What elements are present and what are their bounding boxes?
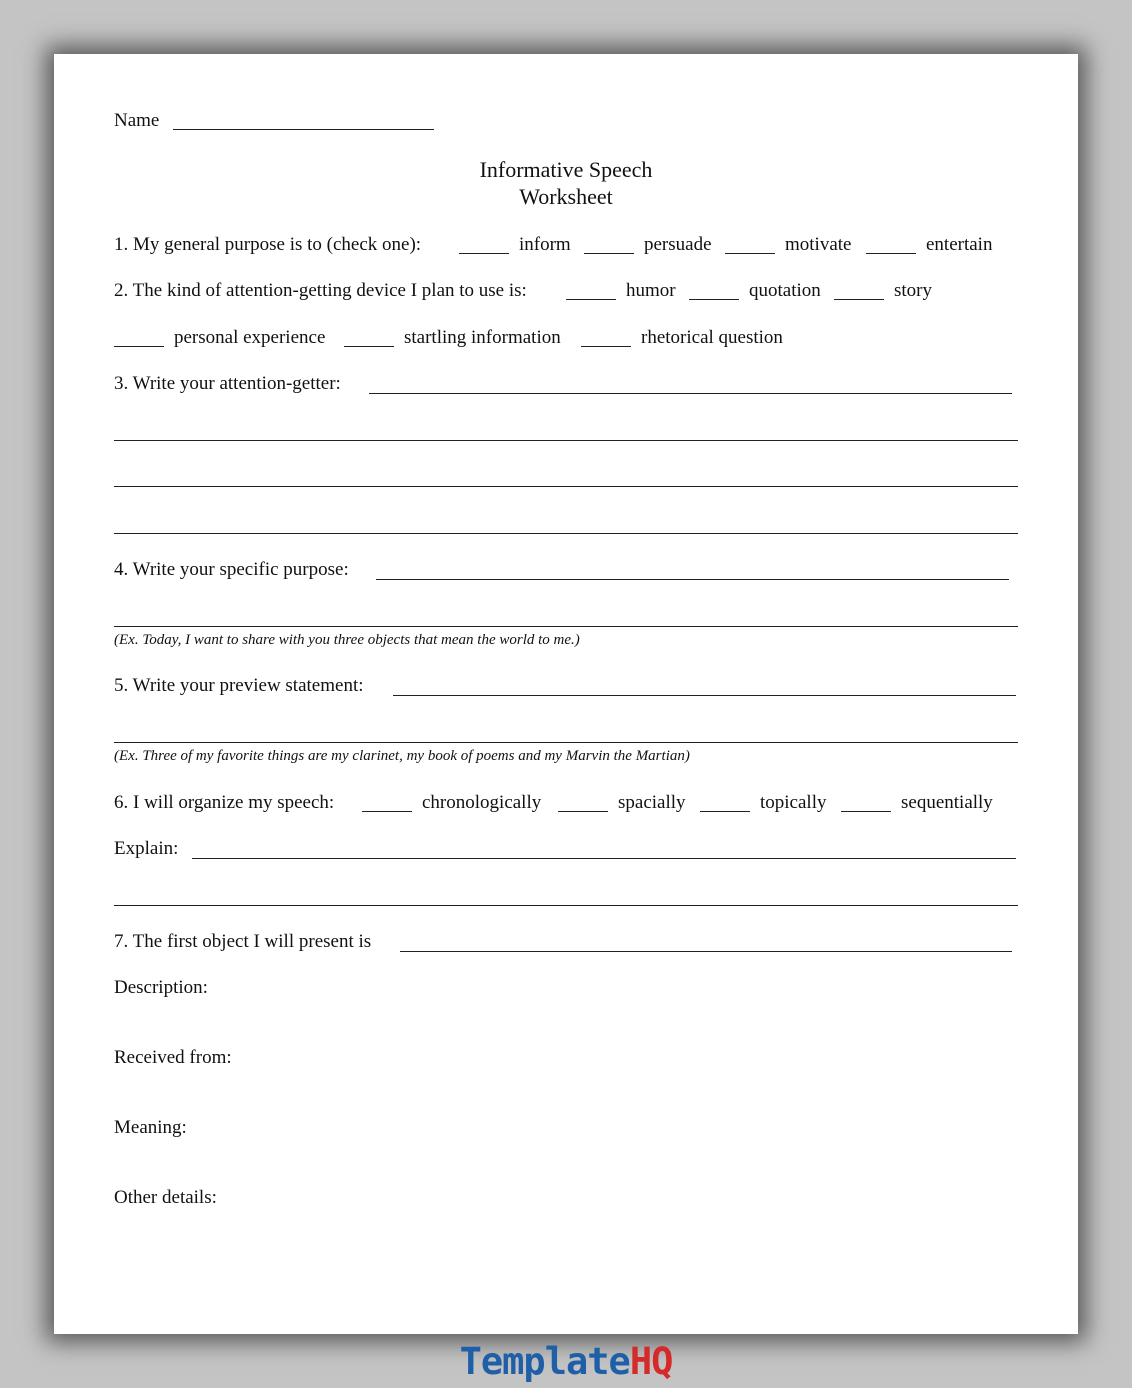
q3-answer-line[interactable] xyxy=(114,533,1018,534)
q6-explain-line[interactable] xyxy=(114,905,1018,906)
q2-blank-personal-experience[interactable] xyxy=(114,346,164,347)
q7-description-label: Description: xyxy=(114,977,208,998)
worksheet-page xyxy=(54,54,1078,1334)
q1-label: 1. My general purpose is to (check one): xyxy=(114,234,422,255)
q7-label: 7. The first object I will present is xyxy=(114,931,372,952)
q2-option-story: story xyxy=(894,280,932,301)
q4-example: (Ex. Today, I want to share with you three objects that mean the world to me.) xyxy=(114,632,580,648)
q2-option-quotation: quotation xyxy=(749,280,821,301)
q2-option-startling-information: startling information xyxy=(404,327,561,348)
q7-answer-line[interactable] xyxy=(400,951,1012,952)
q1-blank-persuade[interactable] xyxy=(584,253,634,254)
logo-part-template: Template xyxy=(459,1340,630,1383)
q7-received-from-label: Received from: xyxy=(114,1047,232,1068)
q2-blank-startling-information[interactable] xyxy=(344,346,394,347)
q1-option-motivate: motivate xyxy=(785,234,852,255)
q6-option-spacially: spacially xyxy=(618,792,686,813)
q3-answer-line[interactable] xyxy=(114,486,1018,487)
q3-answer-line[interactable] xyxy=(369,393,1012,394)
q6-blank-topically[interactable] xyxy=(700,811,750,812)
q3-label: 3. Write your attention-getter: xyxy=(114,373,341,394)
q2-option-rhetorical-question: rhetorical question xyxy=(641,327,783,348)
q2-blank-quotation[interactable] xyxy=(689,299,739,300)
q4-answer-line[interactable] xyxy=(376,579,1009,580)
q6-option-chronologically: chronologically xyxy=(422,792,542,813)
q6-blank-sequentially[interactable] xyxy=(841,811,891,812)
q5-label: 5. Write your preview statement: xyxy=(114,675,364,696)
q1-option-persuade: persuade xyxy=(644,234,712,255)
templatehq-logo xyxy=(0,1340,1132,1384)
logo-part-hq: HQ xyxy=(629,1340,673,1383)
q2-option-humor: humor xyxy=(626,280,676,301)
q1-blank-inform[interactable] xyxy=(459,253,509,254)
q6-option-topically: topically xyxy=(760,792,827,813)
q1-option-entertain: entertain xyxy=(926,234,993,255)
q2-blank-story[interactable] xyxy=(834,299,884,300)
q5-example: (Ex. Three of my favorite things are my clarinet, my book of poems and my Marvin the Martian) xyxy=(114,748,690,764)
q6-option-sequentially: sequentially xyxy=(901,792,993,813)
q6-explain-label: Explain: xyxy=(114,838,179,859)
q6-blank-chronologically[interactable] xyxy=(362,811,412,812)
q2-blank-rhetorical-question[interactable] xyxy=(581,346,631,347)
q4-answer-line[interactable] xyxy=(114,626,1018,627)
q7-other-details-label: Other details: xyxy=(114,1187,217,1208)
q1-blank-motivate[interactable] xyxy=(725,253,775,254)
q1-blank-entertain[interactable] xyxy=(866,253,916,254)
q6-explain-line[interactable] xyxy=(192,858,1016,859)
q2-label: 2. The kind of attention-getting device I plan to use is: xyxy=(114,280,527,301)
q5-answer-line[interactable] xyxy=(114,742,1018,743)
q5-answer-line[interactable] xyxy=(393,695,1016,696)
q2-option-personal-experience: personal experience xyxy=(174,327,326,348)
q7-meaning-label: Meaning: xyxy=(114,1117,187,1138)
q1-option-inform: inform xyxy=(519,234,571,255)
q6-blank-spacially[interactable] xyxy=(558,811,608,812)
name-field[interactable] xyxy=(173,129,434,130)
title-line2: Worksheet xyxy=(519,184,613,209)
q4-label: 4. Write your specific purpose: xyxy=(114,559,349,580)
q2-blank-humor[interactable] xyxy=(566,299,616,300)
name-label: Name xyxy=(114,110,160,131)
q3-answer-line[interactable] xyxy=(114,440,1018,441)
title-line1: Informative Speech xyxy=(479,157,653,182)
q6-label: 6. I will organize my speech: xyxy=(114,792,335,813)
